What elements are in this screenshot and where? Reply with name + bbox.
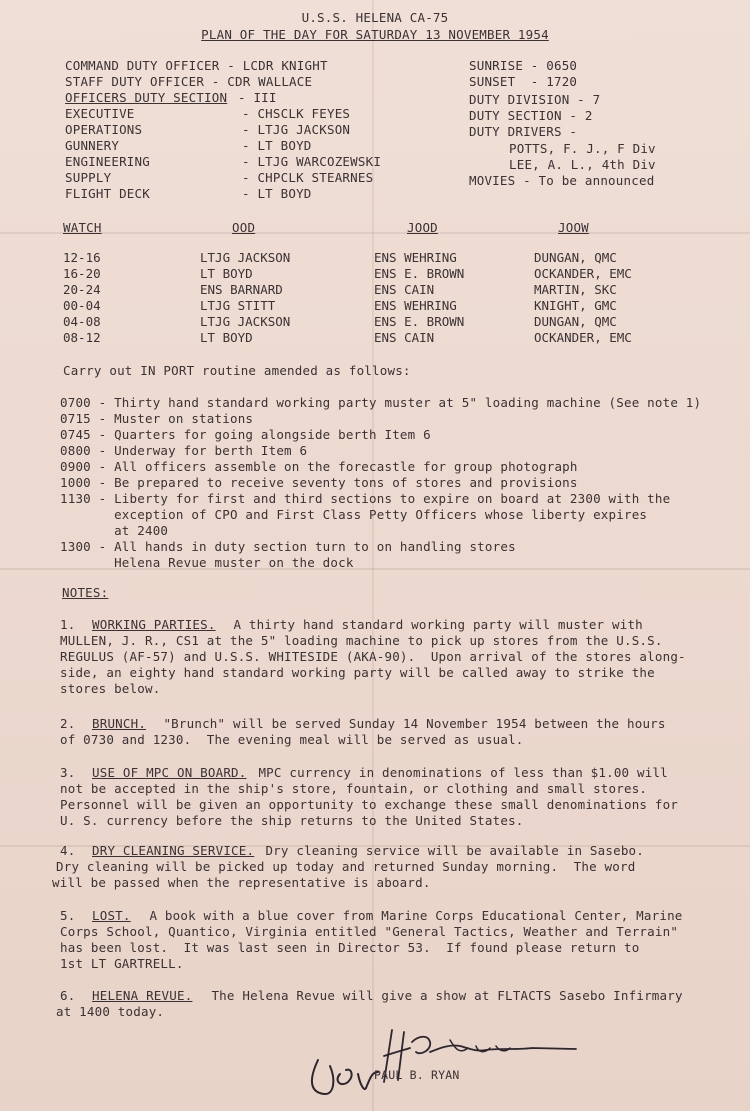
schedule-item: 0745 - Quarters for going alongside berth Item 6 (60, 427, 431, 442)
note-number: 5. (60, 908, 76, 923)
duty-drivers-label: DUTY DRIVERS - (469, 124, 578, 139)
staff-duty-officer: STAFF DUTY OFFICER - CDR WALLACE (65, 74, 313, 89)
table-cell: LT BOYD (200, 330, 253, 345)
table-cell: ENS CAIN (374, 330, 435, 345)
table-cell: LTJG JACKSON (200, 250, 291, 265)
document-title: PLAN OF THE DAY FOR SATURDAY 13 NOVEMBER 1954 (201, 27, 549, 42)
table-header-joow: JOOW (558, 220, 589, 235)
note-line: MPC currency in denominations of less than $1.00 will (243, 765, 668, 780)
note-line: not be accepted in the ship's store, fountain, or clothing and small stores. (60, 781, 648, 796)
note-number: 2. (60, 716, 76, 731)
note-number: 1. (60, 617, 76, 632)
gunnery-label: GUNNERY (65, 138, 120, 153)
note-line: of 0730 and 1230. The evening meal will be served as usual. (60, 732, 524, 747)
schedule-item: exception of CPO and First Class Petty Officers whose liberty expires (60, 507, 648, 522)
table-cell: LT BOYD (200, 266, 253, 281)
note-line: has been lost. It was last seen in Director 53. If found please return to (60, 940, 640, 955)
table-cell: 08-12 (63, 330, 101, 345)
duty-division: DUTY DIVISION - 7 (469, 92, 601, 107)
fold-crease (0, 232, 750, 234)
duty-driver: LEE, A. L., 4th Div (509, 157, 656, 172)
table-cell: ENS WEHRING (374, 298, 457, 313)
note-title: USE OF MPC ON BOARD. (92, 765, 247, 780)
gunnery-value: - LT BOYD (242, 138, 312, 153)
table-cell: OCKANDER, EMC (534, 266, 632, 281)
movies: MOVIES - To be announced (469, 173, 655, 188)
table-cell: DUNGAN, QMC (534, 314, 617, 329)
notes-heading: NOTES: (62, 585, 109, 600)
table-cell: ENS BARNARD (200, 282, 283, 297)
table-cell: MARTIN, SKC (534, 282, 617, 297)
table-cell: 12-16 (63, 250, 101, 265)
note-line: A thirty hand standard working party will muster with (218, 617, 643, 632)
officers-duty-section-label: OFFICERS DUTY SECTION (65, 90, 228, 105)
table-header-watch: WATCH (63, 220, 102, 235)
note-line: Corps School, Quantico, Virginia entitled "General Tactics, Weather and Terrain" (60, 924, 679, 939)
note-title: WORKING PARTIES. (92, 617, 216, 632)
engineering-label: ENGINEERING (65, 154, 150, 169)
sunset: SUNSET - 1720 (469, 74, 578, 89)
schedule-item: at 2400 (60, 523, 169, 538)
table-cell: DUNGAN, QMC (534, 250, 617, 265)
operations-label: OPERATIONS (65, 122, 143, 137)
schedule-item: 1300 - All hands in duty section turn to on handling stores (60, 539, 516, 554)
note-number: 4. (60, 843, 76, 858)
note-line: U. S. currency before the ship returns to the United States. (60, 813, 524, 828)
note-title: BRUNCH. (92, 716, 147, 731)
supply-label: SUPPLY (65, 170, 112, 185)
schedule-item: Helena Revue muster on the dock (60, 555, 354, 570)
schedule-item: 0800 - Underway for berth Item 6 (60, 443, 308, 458)
duty-section: DUTY SECTION - 2 (469, 108, 593, 123)
table-cell: 20-24 (63, 282, 101, 297)
signer-typed-name: PAUL B. RYAN (374, 1068, 460, 1082)
table-cell: LTJG STITT (200, 298, 276, 313)
handwritten-signature (300, 1022, 590, 1102)
duty-driver: POTTS, F. J., F Div (509, 141, 656, 156)
note-line: The Helena Revue will give a show at FLTACTS Sasebo Infirmary (196, 988, 683, 1003)
command-duty-officer: COMMAND DUTY OFFICER - LCDR KNIGHT (65, 58, 328, 73)
note-number: 3. (60, 765, 76, 780)
executive-value: - CHSCLK FEYES (242, 106, 351, 121)
note-number: 6. (60, 988, 76, 1003)
schedule-item: 0900 - All officers assemble on the forecastle for group photograph (60, 459, 578, 474)
schedule-item: 1130 - Liberty for first and third sections to expire on board at 2300 with the (60, 491, 671, 506)
note-line: side, an eighty hand standard working party will be called away to strike the (60, 665, 655, 680)
table-cell: OCKANDER, EMC (534, 330, 632, 345)
schedule-item: 1000 - Be prepared to receive seventy tons of stores and provisions (60, 475, 578, 490)
table-cell: KNIGHT, GMC (534, 298, 617, 313)
table-cell: LTJG JACKSON (200, 314, 291, 329)
officers-duty-section-value: - III (238, 90, 277, 105)
note-title: LOST. (92, 908, 131, 923)
table-header-jood: JOOD (407, 220, 438, 235)
table-cell: 00-04 (63, 298, 101, 313)
note-line: A book with a blue cover from Marine Corps Educational Center, Marine (134, 908, 683, 923)
table-cell: ENS CAIN (374, 282, 435, 297)
table-cell: 16-20 (63, 266, 101, 281)
note-line: Dry cleaning service will be available in Sasebo. (250, 843, 645, 858)
note-title: HELENA REVUE. (92, 988, 193, 1003)
sunrise: SUNRISE - 0650 (469, 58, 578, 73)
table-cell: 04-08 (63, 314, 101, 329)
table-header-ood: OOD (232, 220, 256, 235)
note-line: Personnel will be given an opportunity to exchange these small denominations for (60, 797, 679, 812)
note-line: will be passed when the representative is aboard. (52, 875, 431, 890)
note-line: "Brunch" will be served Sunday 14 November 1954 between the hours (148, 716, 666, 731)
table-cell: ENS E. BROWN (374, 266, 465, 281)
note-line: Dry cleaning will be picked up today and returned Sunday morning. The word (56, 859, 636, 874)
note-line: stores below. (60, 681, 161, 696)
flight-deck-value: - LT BOYD (242, 186, 312, 201)
table-cell: ENS WEHRING (374, 250, 457, 265)
operations-value: - LTJG JACKSON (242, 122, 351, 137)
routine-intro: Carry out IN PORT routine amended as follows: (63, 363, 411, 378)
note-line: 1st LT GARTRELL. (60, 956, 184, 971)
ship-name: U.S.S. HELENA CA-75 (301, 10, 449, 25)
supply-value: - CHPCLK STEARNES (242, 170, 374, 185)
flight-deck-label: FLIGHT DECK (65, 186, 150, 201)
note-title: DRY CLEANING SERVICE. (92, 843, 255, 858)
schedule-item: 0715 - Muster on stations (60, 411, 254, 426)
note-line: at 1400 today. (56, 1004, 165, 1019)
schedule-item: 0700 - Thirty hand standard working party muster at 5" loading machine (See note 1) (60, 395, 702, 410)
table-cell: ENS E. BROWN (374, 314, 465, 329)
note-line: MULLEN, J. R., CS1 at the 5" loading machine to pick up stores from the U.S.S. (60, 633, 663, 648)
engineering-value: - LTJG WARCOZEWSKI (242, 154, 382, 169)
executive-label: EXECUTIVE (65, 106, 135, 121)
note-line: REGULUS (AF-57) and U.S.S. WHITESIDE (AKA-90). Upon arrival of the stores along- (60, 649, 686, 664)
